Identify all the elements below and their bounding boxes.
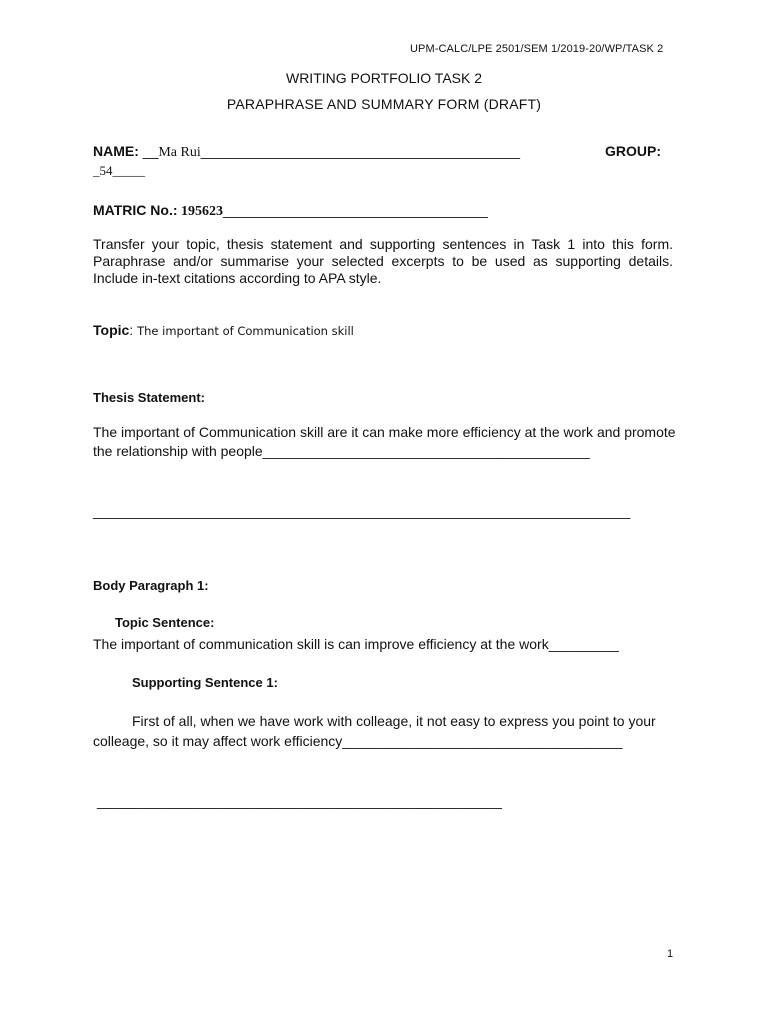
topic-sentence-label: Topic Sentence: — [115, 615, 215, 630]
supporting-sentence-1-blank-line: ____________________________________________________ — [97, 793, 502, 809]
thesis-label: Thesis Statement: — [93, 390, 205, 405]
page-number: 1 — [667, 948, 674, 960]
matric-underline: __________________________________ — [223, 202, 488, 218]
matric-row — [93, 202, 488, 220]
matric-value: 195623 — [177, 204, 223, 219]
supporting-sentence-1-text: First of all, when we have work with colleage, it not easy to express you point to your colleage, so it may affect work efficiency____________________________________ — [93, 713, 656, 749]
topic-label: Topic — [93, 322, 130, 338]
group-label: GROUP: — [605, 143, 661, 159]
name-label: NAME: — [93, 143, 139, 159]
matric-label: MATRIC No.: — [93, 202, 178, 218]
group-value: _54_____ — [93, 163, 145, 178]
topic-sentence-text: The important of communication skill is can improve efficiency at the work_________ — [93, 636, 619, 652]
name-underline: _________________________________________ — [200, 143, 520, 159]
name-value: Ma Rui — [158, 145, 201, 160]
course-code-header: UPM-CALC/LPE 2501/SEM 1/2019-20/WP/TASK 2 — [410, 43, 664, 55]
topic-value: The important of Communication skill — [137, 324, 354, 338]
supporting-sentence-1-label: Supporting Sentence 1: — [132, 675, 278, 690]
document-subtitle: PARAPHRASE AND SUMMARY FORM (DRAFT) — [226, 96, 542, 112]
document-title: WRITING PORTFOLIO TASK 2 — [285, 70, 483, 86]
topic-separator: : — [129, 322, 138, 338]
name-prefix: __ — [138, 143, 159, 159]
name-row — [93, 143, 520, 161]
topic-row — [93, 322, 354, 338]
instructions-paragraph: Transfer your topic, thesis statement and supporting sentences in Task 1 into this form. Paraphrase and/or summarise your selected excerpts to be used as supporting details. Include in-text citations according to APA style. — [93, 236, 673, 286]
thesis-text: The important of Communication skill are it can make more efficiency at the work and promote the relationship with people__________________________________________ — [93, 424, 676, 459]
body-paragraph-1-label: Body Paragraph 1: — [93, 578, 209, 593]
thesis-blank-line: _____________________________________________________________________ — [93, 503, 631, 519]
